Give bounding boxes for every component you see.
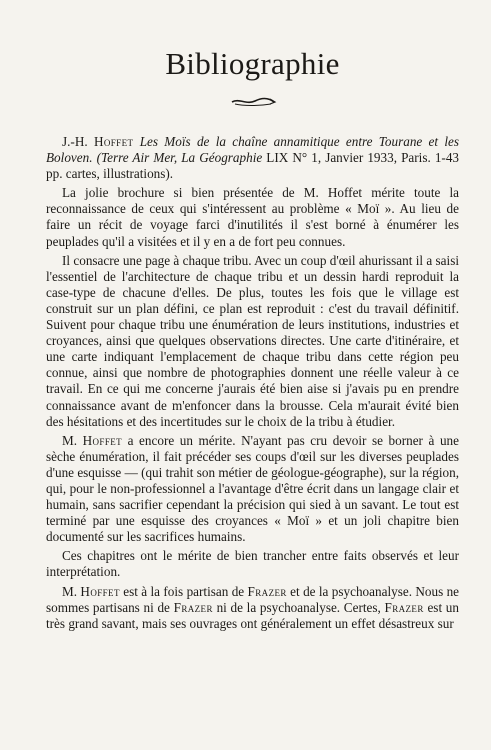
para3-lead: M.	[62, 432, 78, 448]
para3-author-name: Hoffet	[82, 432, 123, 448]
journal-volume: LIX	[266, 150, 289, 166]
para3-text: a encore un mérite. N'ayant pas cru devoir se borner à une sèche énumération, il fait précéder ses coups d'œil sur les diverses peuplades d'une esquisse — (qui trahit son métier de géologue-géographe), sur la région, qui, pour le non-professionnel a l'avantage d'être écrit dans un langage clair et humain, sans sacrifier cependant la précision qui sied à un savant. Le tout est terminé par une esquisse des croyances « Moï » et un joli chapitre bien documenté sur les sacrifices humains.	[46, 432, 459, 545]
para5-text-1: est à la fois partisan de	[123, 583, 245, 599]
paragraph-5	[46, 584, 459, 632]
paragraph-1: La jolie brochure si bien présentée de M. Hoffet mérite toute la reconnaissance de ceux qui s'intéressent au problème « Moï ». Au lieu de faire un récit de voyage farci d'inutilités il s'est borné à énumérer les peuplades qu'il a visitées et il y en a de fort peu connues.	[46, 185, 459, 249]
bibliographic-reference	[46, 134, 459, 182]
para5-frazer-3: Frazer	[384, 599, 424, 615]
para5-lead: M.	[62, 583, 78, 599]
journal-name: (Terre Air Mer, La Géographie	[96, 150, 263, 166]
publication-details: N° 1, Janvier 1933, Paris. 1-43 pp. cartes, illustrations).	[46, 150, 460, 182]
paragraph-4: Ces chapitres ont le mérite de bien trancher entre faits observés et leur interprétation.	[46, 548, 459, 580]
author-name: Hoffet	[93, 134, 134, 149]
para5-frazer-1: Frazer	[247, 583, 287, 599]
para5-author-name: Hoffet	[80, 583, 120, 599]
para5-frazer-2: Frazer	[173, 599, 213, 615]
work-title: Les Moïs de la chaîne annamitique entre Tourane et les Boloven.	[46, 134, 460, 166]
paragraph-2: Il consacre une page à chaque tribu. Avec un coup d'œil ahurissant il a saisi l'essentiel de l'architecture de chaque tribu et un dessin hardi reproduit la case-type de chacune d'elles. De plus, toutes les fois que le village est construit sur un plan défini, ce plan est reproduit : c'est du travail définitif. Suivent pour chaque tribu une énumération de leurs institutions, industries et croyances, ainsi que quelques observations directes. Une carte d'itinéraire, et une carte indiquant l'emplacement de chaque tribu dans cette région peu connue, ainsi que nombre de photographies donnent une réelle valeur à ce travail. En ce qui me concerne j'aurais été bien aise si j'avais pu en prendre connaissance avant de m'enfoncer dans la brousse. Cela m'aurait évité bien des hésitations et des incertitudes sur le choix de la tribu à étudier.	[46, 252, 459, 429]
author-initials: J.-H.	[62, 134, 88, 149]
article-body	[46, 134, 459, 632]
paragraph-3	[46, 433, 459, 546]
ornament-flourish-icon	[229, 94, 277, 108]
para5-text-4: est un très grand savant, mais ses ouvrages ont généralement un effet désastreux sur	[46, 599, 459, 631]
page-title: Bibliographie	[165, 46, 340, 81]
para5-text-3: ni de la psychoanalyse. Certes,	[216, 599, 381, 615]
para5-text-2: et de la psychoanalyse. Nous ne sommes partisans ni de	[46, 583, 460, 615]
